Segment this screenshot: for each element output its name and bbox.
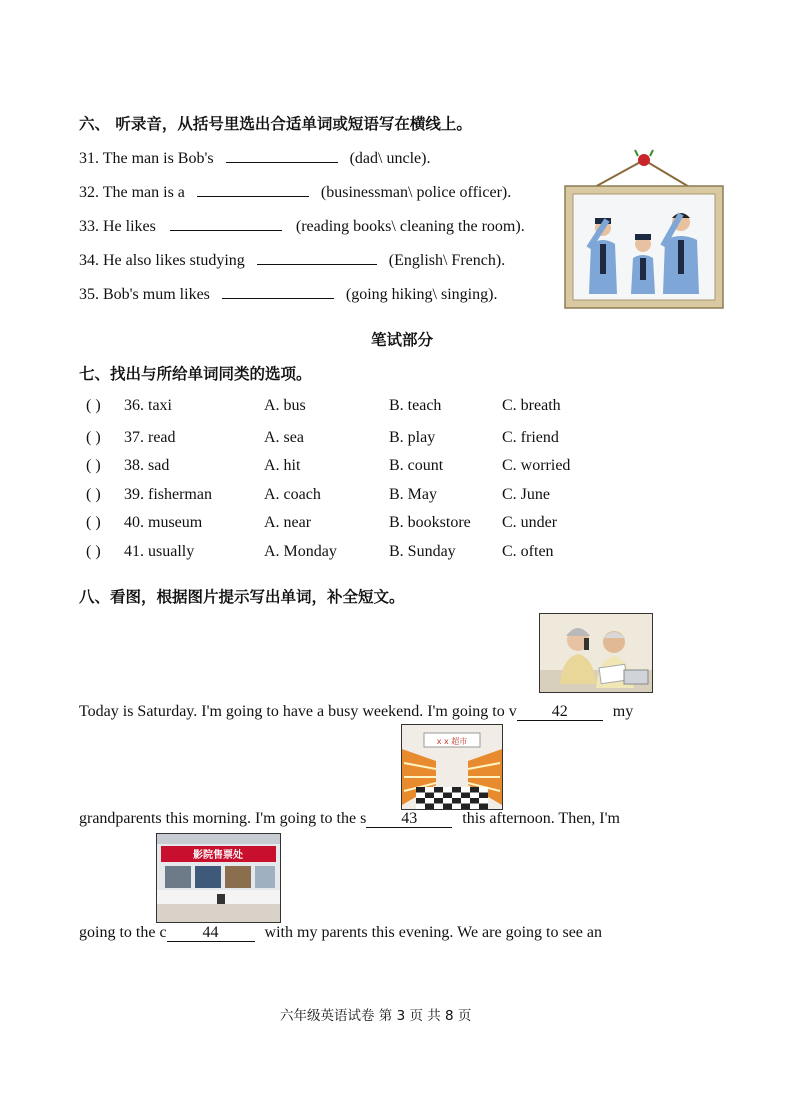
page-footer: 六年级英语试卷 第 3 页 共 8 页 <box>280 1008 472 1024</box>
supermarket-sign: x x 超市 <box>436 737 468 746</box>
option-b: B. May <box>389 486 437 503</box>
question-33 <box>79 215 525 236</box>
cinema-sign: 影院售票处 <box>193 850 243 861</box>
answer-parenthesis[interactable]: ( ) <box>86 486 101 503</box>
passage-line-3 <box>79 924 602 942</box>
answer-blank[interactable] <box>222 283 334 299</box>
section-7-heading: 七、找出与所给单词同类的选项。 <box>79 365 312 383</box>
option-a: A. near <box>264 514 312 531</box>
option-a: A. hit <box>264 457 301 474</box>
row-question: 40. museum <box>124 514 203 531</box>
answer-parenthesis[interactable]: ( ) <box>86 429 101 446</box>
question-text: 35. Bob's mum likes <box>79 286 210 303</box>
passage-text: with my parents this evening. We are going to see an <box>264 924 602 941</box>
supermarket-illustration <box>402 725 502 809</box>
passage-text: Today is Saturday. I'm going to have a busy weekend. I'm going to v <box>79 703 517 720</box>
passage-line-1 <box>79 703 633 721</box>
option-c: C. friend <box>502 429 559 446</box>
question-text: 31. The man is Bob's <box>79 150 214 167</box>
answer-blank[interactable] <box>226 147 338 163</box>
option-a: A. bus <box>264 397 306 414</box>
answer-parenthesis[interactable]: ( ) <box>86 514 101 531</box>
option-c: C. June <box>502 486 550 503</box>
question-32 <box>79 181 511 202</box>
passage-text: grandparents this morning. I'm going to the s <box>79 810 367 827</box>
answer-parenthesis[interactable]: ( ) <box>86 543 101 560</box>
question-34 <box>79 249 505 270</box>
option-c: C. worried <box>502 457 571 474</box>
option-b: B. Sunday <box>389 543 456 560</box>
question-choices: (dad\ uncle). <box>349 150 431 167</box>
option-b: B. teach <box>389 397 442 414</box>
question-choices: (reading books\ cleaning the room). <box>295 218 525 235</box>
passage-text: my <box>612 703 634 720</box>
answer-parenthesis[interactable]: ( ) <box>86 457 101 474</box>
section-8-heading: 八、看图，根据图片提示写出单词，补全短文。 <box>79 588 405 606</box>
police-family-picture <box>563 148 725 310</box>
answer-blank[interactable] <box>257 249 377 265</box>
question-choices: (businessman\ police officer). <box>320 184 512 201</box>
row-question: 36. taxi <box>124 397 172 414</box>
row-question: 41. usually <box>124 543 195 560</box>
row-question: 38. sad <box>124 457 170 474</box>
option-c: C. often <box>502 543 554 560</box>
option-b: B. play <box>389 429 436 446</box>
cinema-picture <box>156 833 281 923</box>
option-c: C. breath <box>502 397 561 414</box>
option-a: A. sea <box>264 429 304 446</box>
option-c: C. under <box>502 514 558 531</box>
question-choices: (going hiking\ singing). <box>345 286 498 303</box>
option-a: A. Monday <box>264 543 337 560</box>
section-6-heading: 六、 听录音，从括号里选出合适单词或短语写在横线上。 <box>79 115 472 133</box>
passage-text: going to the c <box>79 924 167 941</box>
answer-blank-43[interactable]: 43 <box>366 811 452 828</box>
answer-blank[interactable] <box>170 215 282 231</box>
question-text: 32. The man is a <box>79 184 185 201</box>
answer-blank-44[interactable]: 44 <box>167 925 255 942</box>
cinema-illustration <box>157 834 280 922</box>
answer-blank[interactable] <box>197 181 309 197</box>
passage-line-2 <box>79 810 620 828</box>
row-question: 37. read <box>124 429 176 446</box>
written-part-title: 笔试部分 <box>371 331 434 349</box>
question-31 <box>79 147 430 168</box>
question-text: 33. He likes <box>79 218 156 235</box>
answer-blank-42[interactable]: 42 <box>517 704 603 721</box>
option-b: B. bookstore <box>389 514 471 531</box>
grandparents-picture <box>539 613 653 693</box>
framed-police-photo <box>563 148 725 310</box>
answer-parenthesis[interactable]: ( ) <box>86 397 101 414</box>
option-a: A. coach <box>264 486 321 503</box>
passage-text: this afternoon. Then, I'm <box>462 810 620 827</box>
question-choices: (English\ French). <box>388 252 506 269</box>
grandparents-illustration <box>540 614 652 692</box>
question-text: 34. He also likes studying <box>79 252 245 269</box>
question-35 <box>79 283 497 304</box>
row-question: 39. fisherman <box>124 486 212 503</box>
option-b: B. count <box>389 457 444 474</box>
supermarket-picture <box>401 724 503 810</box>
